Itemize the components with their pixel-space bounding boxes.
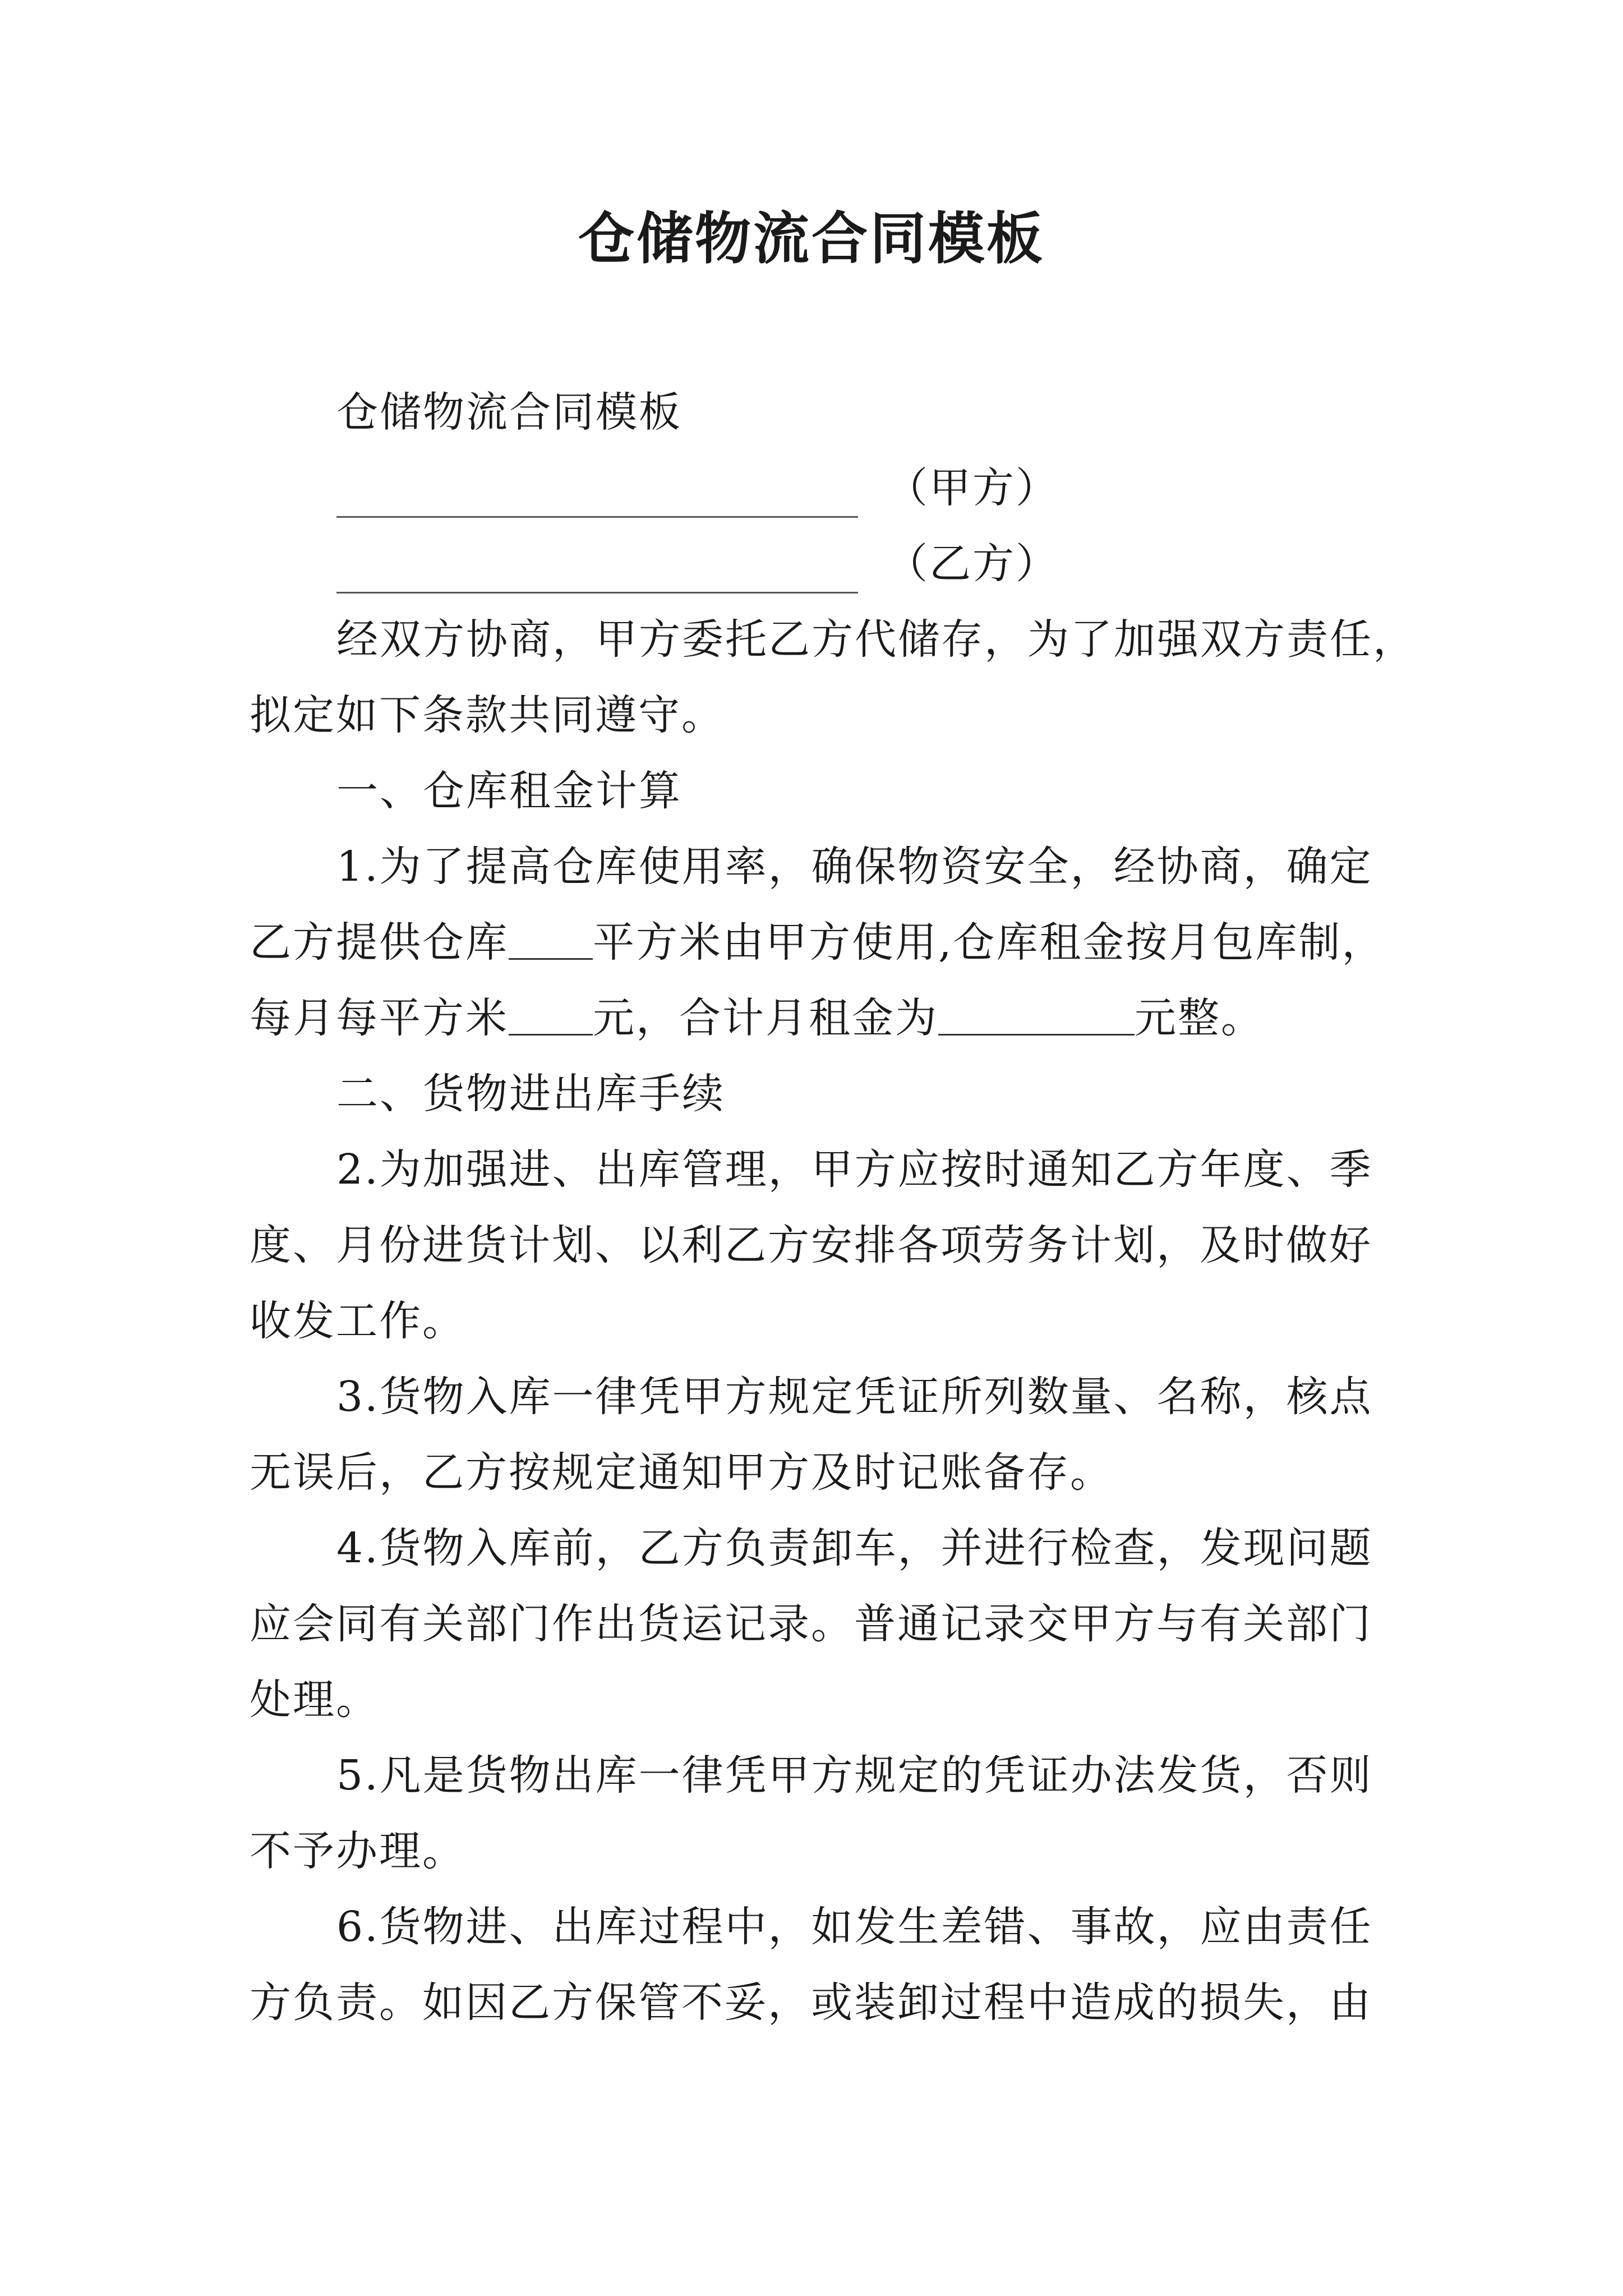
section-2-heading: 二、货物进出库手续 <box>336 1070 725 1118</box>
clause-2-line-2: 度、月份进货计划、以利乙方安排各项劳务计划，及时做好 <box>250 1221 1372 1269</box>
clause-5-line-1: 5.凡是货物出库一律凭甲方规定的凭证办法发货，否则 <box>336 1751 1373 1800</box>
document-subtitle: 仓储物流合同模板 <box>336 388 682 436</box>
clause-1-text-a: 乙方提供仓库 <box>250 918 509 967</box>
party-b-blank[interactable] <box>336 536 858 593</box>
clause-1-line-1: 1.为了提高仓库使用率，确保物资安全，经协商，确定 <box>336 843 1373 891</box>
clause-4-line-2: 应会同有关部门作出货运记录。普通记录交甲方与有关部门 <box>250 1600 1372 1648</box>
clause-2-line-3: 收发工作。 <box>250 1297 465 1345</box>
clause-1-line-3 <box>250 990 1388 1046</box>
monthly-rent-blank[interactable] <box>938 990 1135 1036</box>
clause-1-text-c: 每月每平方米 <box>250 994 509 1042</box>
clause-5-line-2: 不予办理。 <box>250 1827 465 1875</box>
clause-2-line-1: 2.为加强进、出库管理，甲方应按时通知乙方年度、季 <box>336 1145 1373 1194</box>
section-1-heading: 一、仓库租金计算 <box>336 767 682 815</box>
clause-6-line-2: 方负责。如因乙方保管不妥，或装卸过程中造成的损失，由 <box>250 1978 1372 2027</box>
document-title: 仓储物流合同模板 <box>578 205 1045 272</box>
clause-4-line-3: 处理。 <box>250 1676 379 1724</box>
clause-1-line-2 <box>250 914 1388 970</box>
area-blank[interactable] <box>509 914 593 960</box>
intro-line-1: 经双方协商，甲方委托乙方代储存，为了加强双方责任， <box>336 615 1416 664</box>
clause-1-text-b: 平方米由甲方使用,仓库租金按月包库制， <box>593 918 1385 967</box>
unit-price-blank[interactable] <box>509 990 593 1036</box>
party-a-label: （甲方） <box>886 464 1059 512</box>
clause-3-line-2: 无误后，乙方按规定通知甲方及时记账备存。 <box>250 1448 1113 1497</box>
party-b-label: （乙方） <box>886 540 1059 588</box>
clause-4-line-1: 4.货物入库前，乙方负责卸车，并进行检查，发现问题 <box>336 1524 1373 1572</box>
clause-3-line-1: 3.货物入库一律凭甲方规定凭证所列数量、名称，核点 <box>336 1373 1373 1421</box>
clause-1-text-e: 元整。 <box>1135 994 1264 1042</box>
clause-6-line-1: 6.货物进、出库过程中，如发生差错、事故，应由责任 <box>336 1903 1373 1951</box>
clause-1-text-d: 元，合计月租金为 <box>593 994 938 1042</box>
party-a-blank[interactable] <box>336 460 858 518</box>
intro-line-2: 拟定如下条款共同遵守。 <box>250 691 725 739</box>
